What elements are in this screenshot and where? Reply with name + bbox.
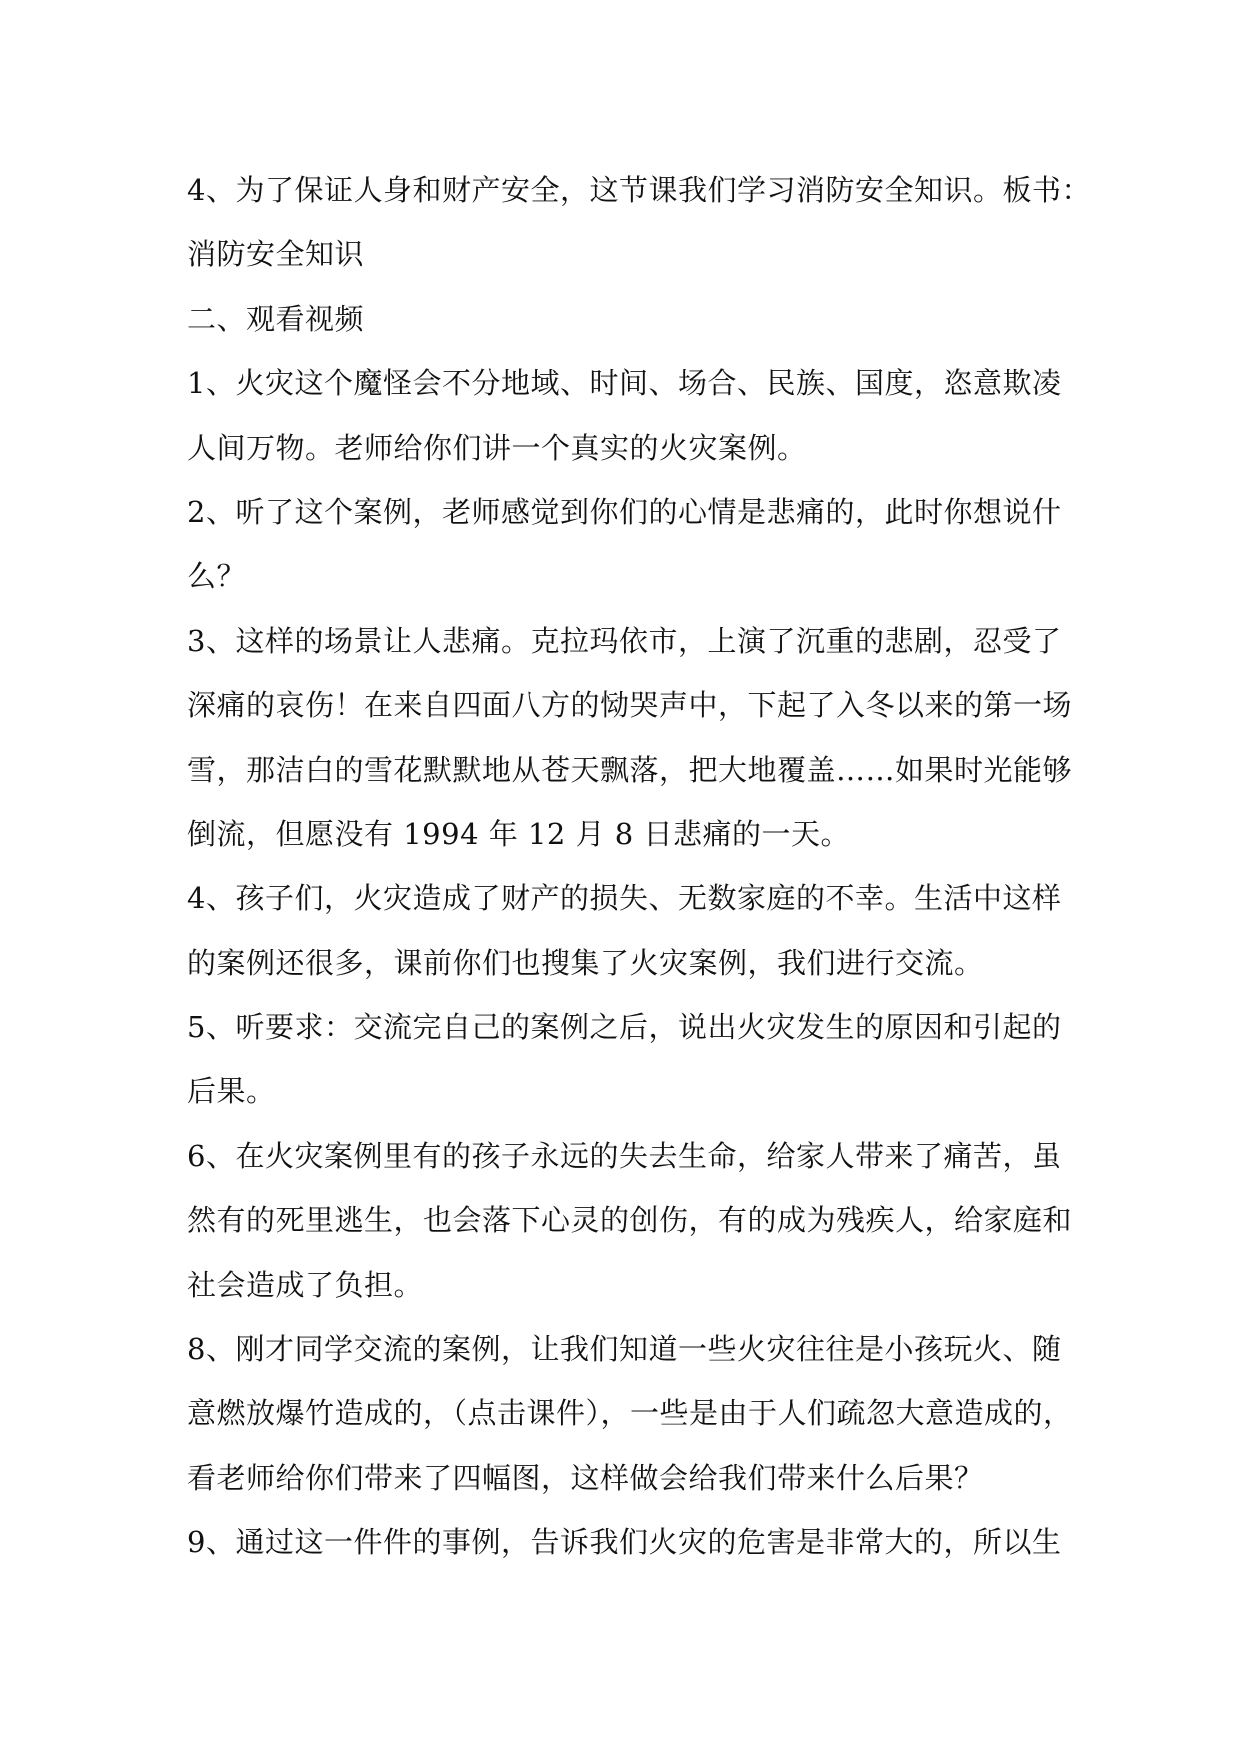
text-line: 意燃放爆竹造成的，（点击课件），一些是由于人们疏忽大意造成的， — [187, 1396, 1073, 1431]
text-line: 8、刚才同学交流的案例，让我们知道一些火灾往往是小孩玩火、随 — [187, 1332, 1062, 1367]
text-line: 2、听了这个案例，老师感觉到你们的心情是悲痛的，此时你想说什 — [187, 494, 1062, 529]
text-line: 9、通过这一件件的事例，告诉我们火灾的危害是非常大的，所以生 — [187, 1525, 1062, 1560]
text-line: 深痛的哀伤！在来自四面八方的恸哭声中，下起了入冬以来的第一场 — [187, 688, 1073, 723]
text-line: 4、为了保证人身和财产安全，这节课我们学习消防安全知识。板书： — [187, 173, 1091, 207]
text-line: 么？ — [187, 559, 247, 594]
text-line: 然有的死里逃生，也会落下心灵的创伤，有的成为残疾人，给家庭和 — [187, 1203, 1073, 1238]
text-line: 人间万物。老师给你们讲一个真实的火灾案例。 — [187, 430, 807, 465]
text-line: 4、孩子们，火灾造成了财产的损失、无数家庭的不幸。生活中这样 — [187, 881, 1062, 916]
text-line: 6、在火灾案例里有的孩子永远的失去生命，给家人带来了痛苦，虽 — [187, 1138, 1062, 1173]
text-line: 的案例还很多，课前你们也搜集了火灾案例，我们进行交流。 — [187, 945, 984, 980]
text-line: 5、听要求：交流完自己的案例之后，说出火灾发生的原因和引起的 — [187, 1010, 1062, 1045]
text-line: 消防安全知识 — [187, 237, 365, 272]
text-line: 后果。 — [187, 1074, 276, 1109]
text-line: 1、火灾这个魔怪会不分地域、时间、场合、民族、国度，恣意欺凌 — [187, 366, 1062, 401]
text-line: 雪，那洁白的雪花默默地从苍天飘落，把大地覆盖……如果时光能够 — [187, 752, 1073, 787]
text-line: 看老师给你们带来了四幅图，这样做会给我们带来什么后果？ — [187, 1460, 984, 1495]
section-heading: 二、观看视频 — [187, 301, 365, 336]
text-line: 3、这样的场景让人悲痛。克拉玛依市，上演了沉重的悲剧，忍受了 — [187, 623, 1062, 658]
body-text — [187, 158, 1091, 1575]
text-line: 倒流，但愿没有 1994 年 12 月 8 日悲痛的一天。 — [187, 816, 850, 851]
text-line: 社会造成了负担。 — [187, 1267, 424, 1302]
